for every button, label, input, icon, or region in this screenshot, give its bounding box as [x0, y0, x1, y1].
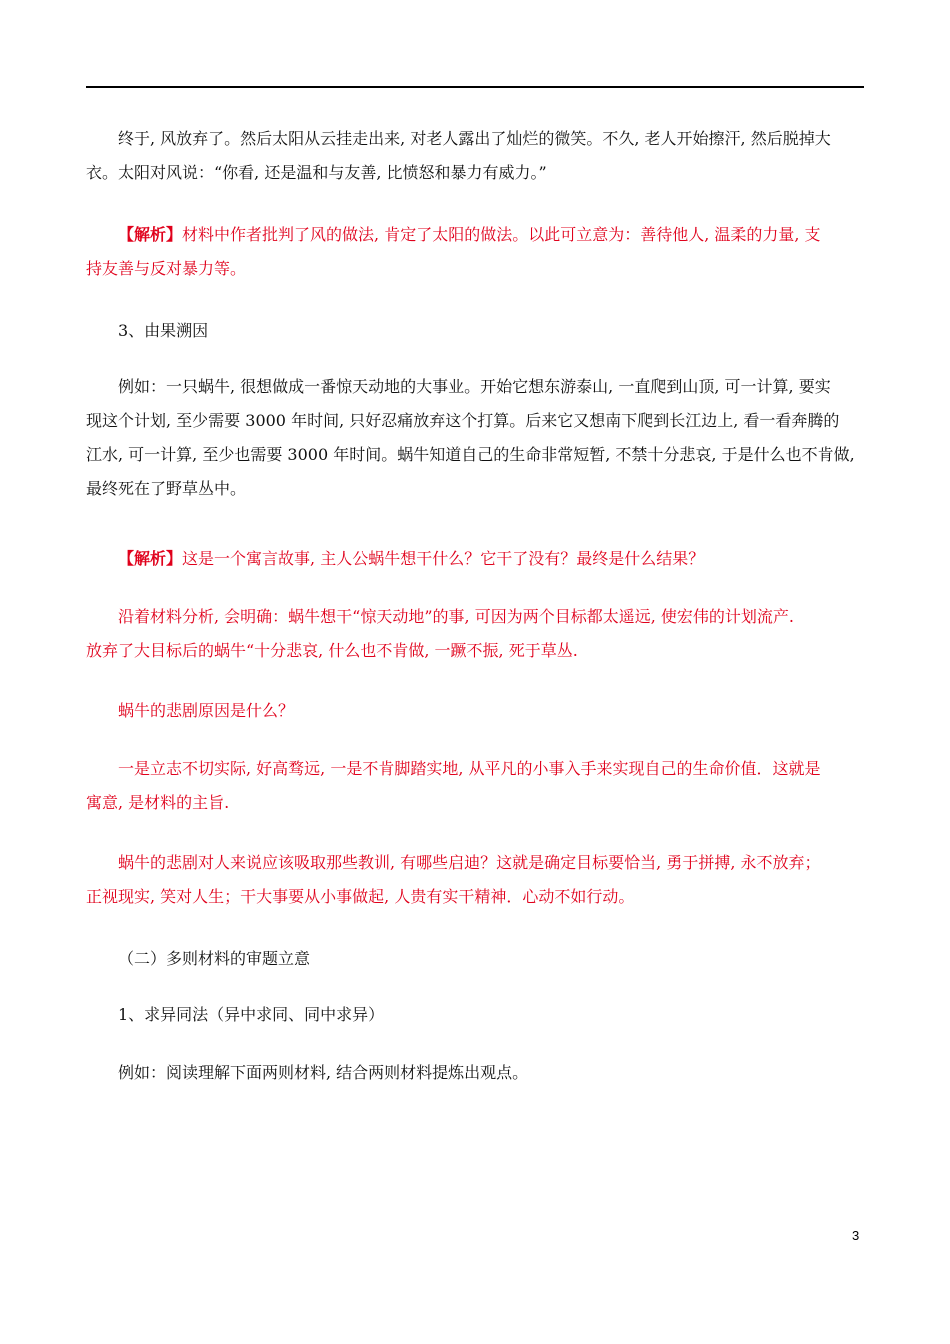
text-line: 一是立志不切实际, 好高骛远, 一是不肯脚踏实地, 从平凡的小事入手来实现自己的生命价值．这就是 — [118, 759, 821, 778]
text-line: 终于, 风放弃了。然后太阳从云挂走出来, 对老人露出了灿烂的微笑。不久, 老人开始擦汗, 然后脱掉大 — [118, 129, 831, 148]
heading-text: 3、由果溯因 — [118, 321, 209, 340]
text-line: 材料中作者批判了风的做法, 肯定了太阳的做法。以此可立意为：善待他人, 温柔的力量, 支 — [182, 225, 821, 244]
text-line: 沿着材料分析, 会明确：蜗牛想干“惊天动地”的事, 可因为两个目标都太遥远, 使宏伟的计划流产. — [118, 607, 794, 626]
text-line: 蜗牛的悲剧原因是什么？ — [118, 701, 295, 720]
section-heading-cause — [86, 314, 864, 348]
paragraph-story-ending — [86, 122, 864, 190]
analysis-paragraph-5 — [86, 846, 864, 914]
analysis-paragraph-3 — [86, 600, 864, 668]
analysis-paragraph-2 — [86, 542, 864, 576]
text-line: 例如：一只蜗牛, 很想做成一番惊天动地的大事业。开始它想东游泰山, 一直爬到山顶, 可一计算, 要实 — [118, 377, 831, 396]
text-line: 寓意, 是材料的主旨. — [86, 793, 230, 812]
section-heading-multi-material — [86, 942, 864, 976]
page-number: 3 — [852, 1228, 860, 1243]
text-line: 衣。太阳对风说：“你看, 还是温和与友善, 比愤怒和暴力有威力。” — [86, 163, 547, 182]
text-line: 正视现实, 笑对人生；干大事要从小事做起, 人贵有实干精神．心动不如行动。 — [86, 887, 635, 906]
analysis-question — [86, 694, 864, 728]
text-line: 蜗牛的悲剧对人来说应该吸取那些教训, 有哪些启迪？这就是确定目标要恰当, 勇于拼搏, 永不放弃； — [118, 853, 821, 872]
analysis-tag: 【解析】 — [118, 225, 183, 244]
text-line: 现这个计划, 至少需要 3000 年时间, 只好忍痛放弃这个打算。后来它又想南下爬到长江边上, 看一看奔腾的 — [86, 411, 840, 430]
analysis-tag: 【解析】 — [118, 549, 183, 568]
text-line: 最终死在了野草丛中。 — [86, 479, 247, 498]
text-line: 江水, 可一计算, 至少也需要 3000 年时间。蜗牛知道自己的生命非常短暂, 不禁十分悲哀, 于是什么也不肯做, — [86, 445, 855, 464]
heading-text: （二）多则材料的审题立意 — [118, 949, 311, 968]
text-line: 放弃了大目标后的蜗牛“十分悲哀, 什么也不肯做, 一蹶不振, 死于草丛. — [86, 641, 578, 660]
analysis-paragraph-1 — [86, 218, 864, 286]
text-line: 这是一个寓言故事, 主人公蜗牛想干什么？它干了没有？最终是什么结果？ — [182, 549, 705, 568]
text-line: 例如：阅读理解下面两则材料, 结合两则材料提炼出观点。 — [118, 1063, 529, 1082]
heading-text: 1、求异同法（异中求同、同中求异） — [118, 1005, 385, 1024]
paragraph-example-prompt — [86, 1056, 864, 1090]
header-rule — [86, 86, 864, 88]
analysis-paragraph-4 — [86, 752, 864, 820]
paragraph-snail-example — [86, 370, 864, 506]
section-heading-method — [86, 998, 864, 1032]
text-line: 持友善与反对暴力等。 — [86, 259, 247, 278]
